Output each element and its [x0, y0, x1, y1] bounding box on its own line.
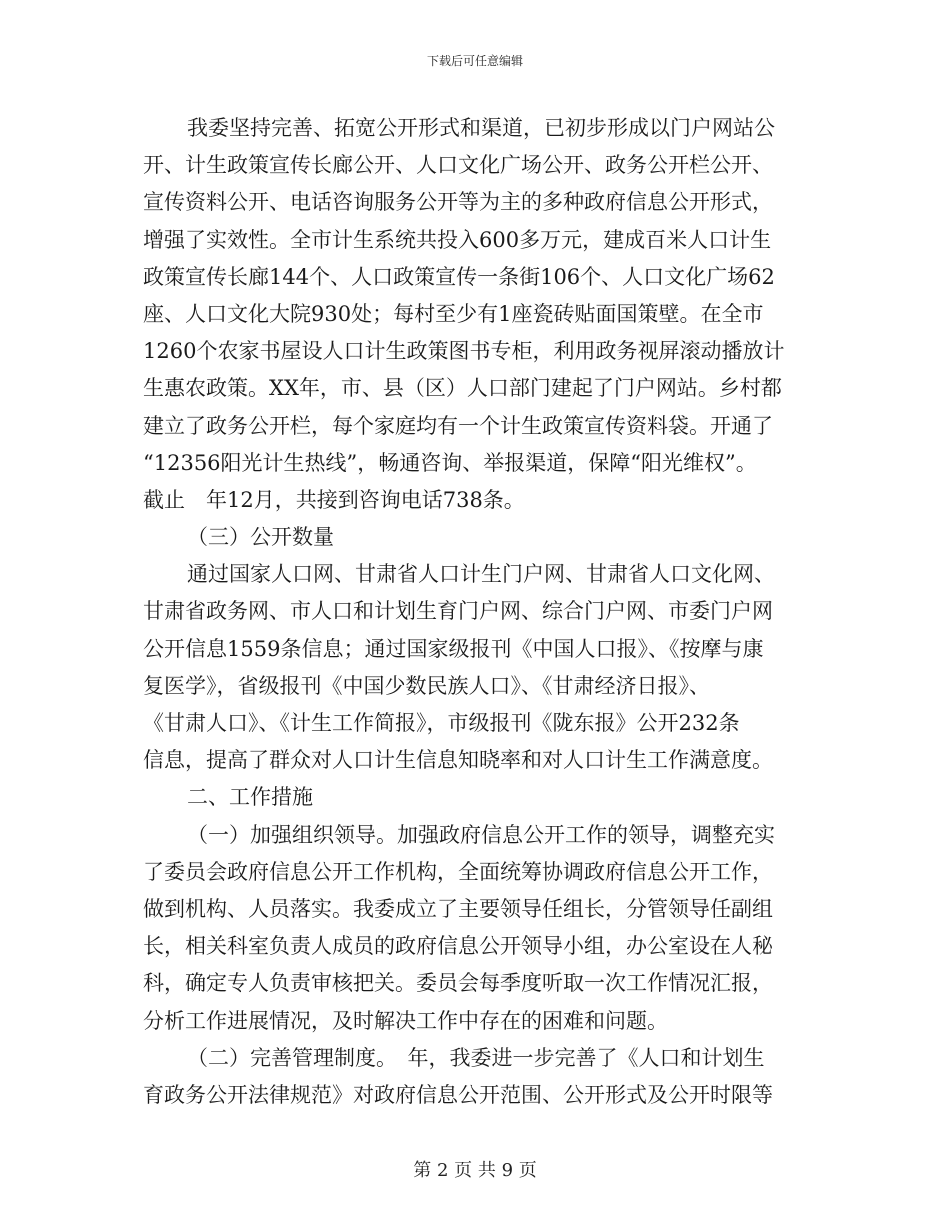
text-line: （三）公开数量	[187, 525, 334, 550]
text-line: 做到机构、人员落实。我委成立了主要领导任组长，分管领导任副组	[143, 896, 773, 921]
text-line: 分析工作进展情况，及时解决工作中存在的困难和问题。	[143, 1008, 668, 1033]
text-line: 宣传资料公开、电话咨询服务公开等为主的多种政府信息公开形式，	[143, 190, 773, 215]
text-line: 增强了实效性。全市计生系统共投入600多万元，建成百米人口计生	[143, 227, 772, 252]
text-line: 二、工作措施	[187, 785, 313, 810]
text-line: “12356阳光计生热线”，畅通咨询、举报渠道，保障“阳光维权”。	[143, 450, 757, 475]
text-line: （一）加强组织领导。加强政府信息公开工作的领导，调整充实	[187, 822, 775, 847]
text-line: 座、人口文化大院930处；每村至少有1座瓷砖贴面国策壁。在全市	[143, 301, 764, 326]
text-line: 育政务公开法律规范》对政府信息公开范围、公开形式及公开时限等	[143, 1082, 773, 1107]
text-line: 我委坚持完善、拓宽公开形式和渠道，已初步形成以门户网站公	[187, 116, 775, 140]
text-line: 开、计生政策宣传长廊公开、人口文化广场公开、政务公开栏公开、	[143, 153, 773, 178]
text-line: 甘肃省政务网、市人口和计划生育门户网、综合门户网、市委门户网	[143, 599, 773, 624]
text-line: （二）完善管理制度。 年，我委进一步完善了《人口和计划生	[187, 1045, 765, 1070]
text-line: 科，确定专人负责审核把关。委员会每季度听取一次工作情况汇报，	[143, 971, 773, 996]
text-line: 1260个农家书屋设人口计生政策图书专柜，利用政务视屏滚动播放计	[143, 339, 785, 364]
text-line: 信息，提高了群众对人口计生信息知晓率和对人口计生工作满意度。	[143, 748, 773, 773]
text-line: 长，相关科室负责人成员的政府信息公开领导小组，办公室设在人秘	[143, 934, 773, 959]
text-line: 截止 年12月，共接到咨询电话738条。	[143, 487, 525, 512]
text-line: 了委员会政府信息公开工作机构，全面统筹协调政府信息公开工作，	[143, 859, 773, 884]
text-line: 政策宣传长廊144个、人口政策宣传一条街106个、人口文化广场62	[143, 264, 775, 289]
text-line: 《甘肃人口》、《计生工作简报》，市级报刊《陇东报》公开232条	[143, 711, 740, 735]
document-body	[143, 110, 823, 1114]
text-line: 生惠农政策。XX年，市、县（区）人口部门建起了门户网站。乡村都	[143, 376, 782, 401]
text-line: 复医学》，省级报刊《中国少数民族人口》、《甘肃经济日报》、	[143, 673, 710, 698]
text-line: 公开信息1559条信息；通过国家级报刊《中国人口报》、《按摩与康	[143, 636, 764, 661]
page-header-note: 下载后可任意编辑	[426, 54, 523, 68]
text-line: 通过国家人口网、甘肃省人口计生门户网、甘肃省人口文化网、	[187, 562, 775, 587]
text-line: 建立了政务公开栏，每个家庭均有一个计生政策宣传资料袋。开通了	[143, 413, 773, 438]
page-number: 第 2 页 共 9 页	[413, 1160, 537, 1181]
